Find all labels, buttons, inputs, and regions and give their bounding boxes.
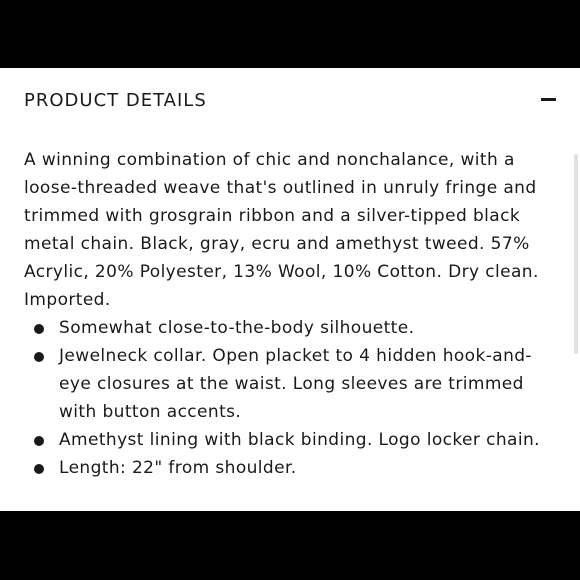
- product-details-header[interactable]: [24, 88, 556, 114]
- minus-icon[interactable]: [540, 92, 558, 106]
- list-item: Amethyst lining with black binding. Logo locker chain.: [24, 426, 560, 454]
- section-title: PRODUCT DETAILS: [24, 90, 207, 111]
- product-details-content: [24, 146, 560, 482]
- top-letterbox: [0, 0, 580, 68]
- product-details-panel: [0, 68, 580, 511]
- scrollbar[interactable]: [574, 154, 578, 354]
- product-description: A winning combination of chic and nonchalance, with a loose-threaded weave that's outlined in unruly fringe and trimmed with grosgrain ribbon and a silver-tipped black metal chain. Black, gray, ecru and amethyst tweed. 57% Acrylic, 20% Polyester, 13% Wool, 10% Cotton. Dry clean. Imported.: [24, 150, 539, 310]
- bottom-letterbox: [0, 511, 580, 580]
- list-item: Somewhat close-to-the-body silhouette.: [24, 314, 560, 342]
- feature-list: [24, 314, 560, 482]
- list-item: Length: 22" from shoulder.: [24, 454, 560, 482]
- list-item: Jewelneck collar. Open placket to 4 hidden hook-and-eye closures at the waist. Long sleeves are trimmed with button accents.: [24, 342, 560, 426]
